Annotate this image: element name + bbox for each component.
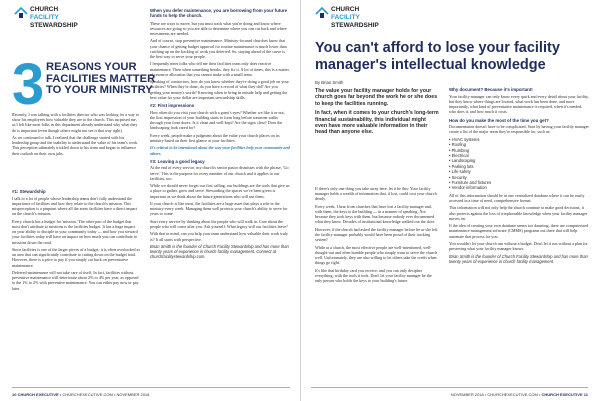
big-number: 3 xyxy=(12,52,45,117)
list-item: • Life safety xyxy=(449,169,471,175)
paragraph: All of this information should be in one centralized database where it can be easily accessed in a time of need, comprehensive format. xyxy=(449,192,585,204)
issue-date: NOVEMBER 2018 xyxy=(116,392,150,397)
intro-column xyxy=(12,112,140,158)
paragraph: Your facility manager can only know every quirk and every detail about your facility, but they know where things are located, what work has been done, and more importantly, what kind of preventative maintenance is required, when it's needed, who does it, and how much it costs. xyxy=(449,93,589,115)
section-heading: How do you make the most of the time you get? xyxy=(449,117,549,123)
list-item: • Plumbing xyxy=(449,147,470,153)
headline: REASONS YOUR FACILITIES MATTER TO YOUR MINISTRY xyxy=(46,61,156,96)
paragraph: Speaking of contractors, how do you know whether they're doing a good job on your facilities? When they're done, do you have a record of what they did? Are you getting your money's worth? Knowing when to bring in outside help and getting the best value for your dollar are important stewardship skills. xyxy=(150,79,289,100)
page-number: 10 xyxy=(12,392,17,397)
section-heading: #3: Leaving a good legacy xyxy=(150,158,205,164)
list-item: • HVAC systems xyxy=(449,136,480,142)
footer: NOVEMBER 2018 • CHURCHEXECUTIVE.COM • CHURCH EXECUTIVE 11 xyxy=(450,392,588,397)
right-page-right-column xyxy=(449,84,589,266)
section-heading: Why document? Because it's important! xyxy=(449,87,533,92)
brand-line-3: STEWARDSHIP xyxy=(331,22,379,29)
paragraph: Since facilities is one of the larger pieces of a budget, it is often overlooked as an area that can significantly contribute to cutting down on the budget total. However, there is a price to pay if you simply cut back on preventative maintenance. xyxy=(12,246,140,268)
list-item: • Electrical xyxy=(449,153,469,159)
paragraph: Documentation doesn't have to be complicated. Start by having your facility manager create a list of the major areas they're responsible for, such as: xyxy=(449,124,589,135)
paragraph: These are ways to move, but you must track what you're doing and know where resources are going so you are able to determine where you can cut back and where investments are needed. xyxy=(150,20,287,36)
paragraph: Start every service by thinking about the people who will walk in. Care about the people who will come after you. Ask yourself: What legacy will our facilities leave? xyxy=(150,218,288,229)
magazine-name: CHURCH EXECUTIVE xyxy=(541,392,583,397)
byline: By Brian Smith xyxy=(315,80,344,85)
brand-line-2: FACILITY xyxy=(30,14,59,21)
footer-rule xyxy=(311,387,588,388)
list-item: • Parking lots xyxy=(449,163,474,169)
paragraph: If the idea of creating your own database seems too daunting, there are computerized maintenance management software (CMMS) programs out there that will help automate that process for you. xyxy=(449,223,589,239)
list-item: • Security xyxy=(449,174,467,180)
church-roof-icon xyxy=(14,7,28,19)
list-item: • Landscaping xyxy=(449,158,476,164)
issue-date: NOVEMBER 2018 xyxy=(450,392,484,397)
page-number: 11 xyxy=(583,392,588,397)
lead-block xyxy=(315,88,439,136)
list-item: • Furniture and fixtures xyxy=(449,180,492,186)
lead-paragraph: In fact, when it comes to your church's long-term financial sustainability, this individual might even have more valuable information in their head than anyone else. xyxy=(315,110,439,136)
bullet-list xyxy=(449,137,589,191)
list-item: • Vendor information xyxy=(449,185,487,191)
brand-line-1: CHURCH xyxy=(331,6,360,13)
church-roof-icon xyxy=(315,7,329,19)
paragraph: I frequently meet folks who tell me their facilities team only does reactive maintenance. Then when something breaks, they fix it. A lot of times, this is a matter of resource allocation that you cannot make with a small team. xyxy=(150,61,289,77)
footer-rule xyxy=(12,387,290,388)
paragraph: Every week, I hear from churches that have lost a facility manager and, with them, the keys to the building — in a manner of speaking. Not because they took keys with them, but because nobody ever documented what they knew. Decades of institutional knowledge walked out the door. xyxy=(315,203,436,225)
right-page-left-column xyxy=(315,186,439,285)
paragraph: Deferred maintenance will not take care of itself. In fact, facilities without preventive maintenance will deteriorate about 2% to 4% per year, as opposed to the 1% to 2% with preventive maintenance. You can either pay now or pay later. xyxy=(12,269,139,291)
magazine-name: CHURCH EXECUTIVE xyxy=(17,392,59,397)
author-bio: Brian Smith is the founder of Church Facility Stewardship and has more than twenty years of experience in church facility management. xyxy=(449,253,588,264)
brand-line-1: CHURCH xyxy=(30,6,59,13)
pull-quote: It's critical to be intentional about the way your facilities help your community and others. xyxy=(150,145,290,156)
lead-paragraph: The value your facility manager holds for your church goes far beyond the work he or she does to keep the facilities running. xyxy=(315,88,438,107)
brand-line-3: STEWARDSHIP xyxy=(30,22,78,29)
section-heading: #1: Stewardship xyxy=(12,189,46,194)
right-page xyxy=(300,0,600,401)
magazine-site: CHURCHEXECUTIVE.COM xyxy=(487,392,538,397)
brand-line-2: FACILITY xyxy=(331,14,360,21)
magazine-site: CHURCHEXECUTIVE.COM xyxy=(62,392,113,397)
paragraph: While we should never forget our first calling, our buildings are the tools that give us a place to gather, grow and serve. Stewarding the spaces we've been given is important as we think about the future generations who will use them. xyxy=(150,183,290,199)
paragraph: However, if the church had asked the facility manager before he or she left, the facility manager probably would have been proud of their tracking system! xyxy=(315,226,439,243)
paragraph: While at a church, the most effective people are well-intentioned, well-thought-out and often humble people who simply want to serve the church well. Unfortunately, they are also willing to let others take the credit when things go right. xyxy=(315,244,437,266)
paragraph: And of course, stop preventive maintenance. Ministry-focused churches know that your chance of getting budget approval for routine maintenance is much lower than catching up on the backlog of work you deferred. So, staying ahead of the curve is the best way to serve your people. xyxy=(150,38,287,59)
brand-logo xyxy=(14,6,76,46)
paragraph: At the end of every service, my church's senior pastor dismisses with the phrase, 'Go serve.' This is the purpose for every member of our church and it applies to our facilities, too. xyxy=(150,165,289,181)
lead-paragraph: When you defer maintenance, you are borrowing from your future funds to help the church. xyxy=(150,8,288,19)
paragraph: Every week, people make a judgment about the value your church places on its ministry based on their first glance at your facilities. xyxy=(150,132,280,143)
author-bio: Brian Smith is the founder of Church Facility Stewardship and has more than twenty years of experience in church facility management. Connect at churchfacilitystewardship.com. xyxy=(150,243,289,260)
paragraph: Every church has a budget for 'mission.' The other part of the budget that most don't attribute to missions is the facilities budget. It has a huge impact on your ability to disciple in your community today — and how you steward your facilities today will have an impact on how much you can contribute to missions down the road. xyxy=(12,218,138,245)
paragraph: This information will not only help the church continue to make good decisions, it also protects against the loss of irreplaceable knowledge when your facility manager moves on. xyxy=(449,205,588,221)
left-column xyxy=(12,186,140,293)
paragraph: If there's only one thing you take away here, let it be this: Your facility manager holds a wealth of information that, if lost, could cost your church dearly. xyxy=(315,186,437,202)
paragraph: As we continued to talk, I realized that the challenge started with his leadership group and the inability to understand the value of his team's work. This perception ultimately trickled down to his team and began to influence their outlook on their own jobs. xyxy=(12,135,139,156)
right-column xyxy=(150,8,290,262)
paragraph: With that in mind, can you help your team understand how valuable their work truly is? It all starts with perspective. xyxy=(150,231,288,242)
list-item: • Roofing xyxy=(449,142,467,148)
footer: 10 CHURCH EXECUTIVE • CHURCHEXECUTIVE.COM • NOVEMBER 2018 xyxy=(12,392,150,397)
paragraph: If your church is like most, the facilities are a huge asset that plays a role in the ministry every week. Managing them well protects your church's ability to serve for years to come. xyxy=(150,201,288,217)
article-title: You can't afford to lose your facility manager's intellectual knowledge xyxy=(315,40,560,73)
intro-paragraph: Recently, I was talking with a facilities director who was looking for a way to show his employees how valuable they are to the church. This surprised me, as I felt like most folks in this department already understand why what they do is important (even though others might not see it that way right). xyxy=(12,112,140,133)
paragraph: You wouldn't let your church run without a budget. Don't let it run without a plan for preserving what your facility manager knows. xyxy=(449,241,588,252)
paragraph: It's like that birthday card you receive, and you can only decipher everything, with the tools it took. Don't let your facility manager be the only person who holds the keys to your building's future. xyxy=(315,267,432,283)
paragraph: How often do you visit your church with a guest's eyes? Whether we like it or not, the first impression of your building starts to form long before someone walks through your front doors. Is it clean and well-kept? Are the signs clear? Does the landscaping look cared for? xyxy=(150,109,285,131)
paragraph: I talk to a lot of people whose leadership teams don't fully understand the importance of facilities and how they relate to the church's mission. This misperception is a pinpoint where all the areas facilities have a direct impact on the church's mission. xyxy=(12,195,138,217)
section-heading: #2: First impressions xyxy=(150,103,195,108)
